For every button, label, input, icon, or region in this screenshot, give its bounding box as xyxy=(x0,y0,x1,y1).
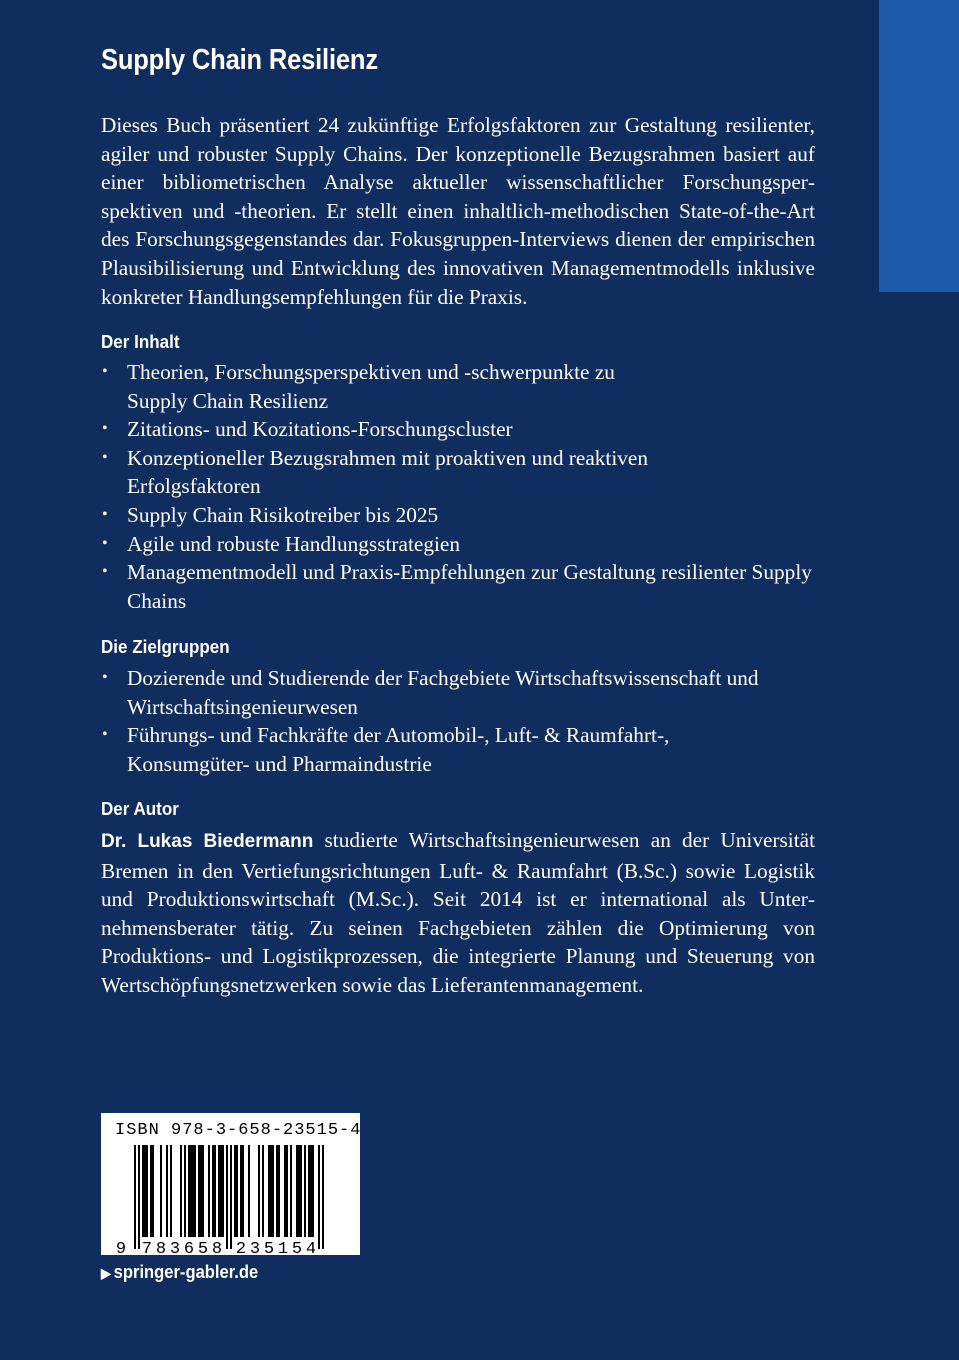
barcode-bar xyxy=(194,1145,196,1237)
barcode-bar xyxy=(308,1145,310,1237)
barcode-bar xyxy=(322,1145,324,1249)
barcode-bar xyxy=(218,1145,220,1237)
list-item-text: Supply Chain Risikotreiber bis 2025 xyxy=(127,502,439,527)
list-item-text: Theorien, Forschungsperspektiven und -schwerpunkte zu Supply Chain Resilienz xyxy=(127,360,615,413)
barcode-bar xyxy=(192,1145,194,1237)
barcode-bar xyxy=(270,1145,272,1237)
barcode-digit: 2 xyxy=(235,1240,247,1255)
isbn-label: ISBN 978-3-658-23515-4 xyxy=(115,1121,362,1140)
barcode-bar xyxy=(170,1145,172,1237)
content-heading: Der Inhalt xyxy=(101,331,180,352)
list-item xyxy=(101,444,821,501)
list-item xyxy=(101,501,821,530)
barcode-bar xyxy=(180,1145,182,1237)
publisher-url: springer-gabler.de xyxy=(113,1262,259,1282)
barcode-bar xyxy=(208,1145,210,1237)
barcode-bar xyxy=(188,1145,190,1237)
barcode-digit: 3 xyxy=(249,1240,261,1255)
barcode-bar xyxy=(290,1145,292,1237)
barcode-bar xyxy=(142,1145,144,1237)
barcode-bar xyxy=(234,1145,236,1237)
barcode-bar xyxy=(258,1145,260,1237)
list-item xyxy=(101,530,821,559)
list-item-text: Agile und robuste Handlungsstrategien xyxy=(127,531,460,556)
barcode-digit: 3 xyxy=(169,1240,181,1255)
barcode-bar xyxy=(296,1145,298,1237)
barcode-bar xyxy=(160,1145,162,1237)
right-triangle-icon: ▶ xyxy=(101,1265,111,1281)
author-bio xyxy=(101,826,815,1000)
barcode-bar xyxy=(226,1145,228,1249)
audience-list xyxy=(101,664,821,778)
list-item xyxy=(101,415,821,444)
intro-paragraph: Dieses Buch präsentiert 24 zukünftige Erfolgsfaktoren zur Gestaltung resilienter, agiler und robuster Supply Chains. Der konzeptionelle Bezugsrahmen basiert auf einer bibliometrischen Analyse aktueller wissenschaftlicher Forschungsperspektiven und -theorien. Er stellt einen inhaltlich-methodischen State-of-the-Art des Forschungsgegenstandes dar. Fokusgruppen-Interviews dienen der empirischen Plausibilisierung und Entwicklung des innovativen Managementmodells inklusive konkreter Handlungsempfehlungen für die Praxis. xyxy=(101,113,815,309)
barcode-bar xyxy=(236,1145,238,1237)
barcode-bar xyxy=(268,1145,270,1237)
barcode-bar xyxy=(214,1145,216,1237)
author-name: Dr. Lukas Biedermann xyxy=(101,831,314,852)
publisher-link[interactable] xyxy=(101,1262,258,1283)
list-item-text: Konzeptioneller Bezugsrahmen mit proaktiven und reaktiven Erfolgsfaktoren xyxy=(127,445,649,499)
author-bio-text: studierte Wirtschaftsingenieurwesen an der Universität Bremen in den Vertiefungsrichtungen Luft- & Raumfahrt (B.Sc.) sowie Logistik und Produktionswirtschaft (M.Sc.). Seit 2014 ist er international als Unternehmensberater tätig. Zu seinen Fachgebieten zählen die Optimierung von Produktions- und Logistikprozessen, die integrierte Planung und Steuerung von Wertschöpfungsnetzwerken sowie das Lieferantenmanagement. xyxy=(101,828,816,997)
barcode-bar xyxy=(144,1145,146,1237)
barcode-bar xyxy=(310,1145,312,1237)
barcode-bar xyxy=(150,1145,152,1237)
barcode-bar xyxy=(146,1145,148,1237)
barcode-bar xyxy=(278,1145,280,1237)
barcode-bar xyxy=(200,1145,202,1237)
barcode-digit: 9 xyxy=(115,1240,127,1255)
barcode-bar xyxy=(286,1145,288,1237)
barcode-graphic xyxy=(101,1145,360,1255)
barcode-bar xyxy=(276,1145,278,1237)
barcode-digit: 5 xyxy=(291,1240,303,1255)
barcode-bars xyxy=(134,1145,324,1249)
barcode-bar xyxy=(198,1145,200,1237)
barcode-bar xyxy=(300,1145,302,1237)
barcode-bar xyxy=(134,1145,136,1249)
accent-bar xyxy=(879,0,959,292)
barcode-bar xyxy=(312,1145,314,1237)
list-item xyxy=(101,664,821,721)
barcode-bar xyxy=(262,1145,264,1237)
barcode-digit: 8 xyxy=(155,1240,167,1255)
list-item xyxy=(101,558,821,615)
barcode-bar xyxy=(138,1145,140,1249)
content-list xyxy=(101,358,821,615)
barcode-digit: 4 xyxy=(305,1240,317,1255)
barcode-bar xyxy=(318,1145,320,1249)
barcode-bar xyxy=(242,1145,244,1237)
barcode-digit: 1 xyxy=(277,1240,289,1255)
barcode-bar xyxy=(184,1145,186,1237)
barcode-bar xyxy=(166,1145,168,1237)
barcode-bar xyxy=(220,1145,222,1237)
barcode-digit: 5 xyxy=(263,1240,275,1255)
barcode-bar xyxy=(304,1145,306,1237)
list-item-text: Managementmodell und Praxis-Empfehlungen zur Gestaltung resilienter Supply Chains xyxy=(127,560,812,613)
barcode-bar xyxy=(284,1145,286,1237)
list-item-text: Führungs- und Fachkräfte der Automobil-, Luft- & Raumfahrt-, Konsumgüter- und Pharmaindustrie xyxy=(127,723,670,776)
audience-heading: Die Zielgruppen xyxy=(101,636,230,657)
barcode-bar xyxy=(212,1145,214,1237)
list-item xyxy=(101,358,821,415)
list-item-text: Dozierende und Studierende der Fachgebiete Wirtschaftswissenschaft und Wirtschaftsingenieurwesen xyxy=(127,666,759,719)
barcode-digits xyxy=(116,1240,316,1255)
barcode-bar xyxy=(230,1145,232,1249)
barcode-digit: 6 xyxy=(183,1240,195,1255)
barcode-digit: 8 xyxy=(211,1240,223,1255)
barcode-bar xyxy=(272,1145,274,1237)
barcode-bar xyxy=(248,1145,250,1237)
barcode-digit: 7 xyxy=(141,1240,153,1255)
barcode-bar xyxy=(202,1145,204,1237)
list-item-text: Zitations- und Kozitations-Forschungscluster xyxy=(127,417,513,442)
barcode-digit: 5 xyxy=(197,1240,209,1255)
barcode-bar xyxy=(222,1145,224,1237)
barcode-bar xyxy=(190,1145,192,1237)
barcode-bar xyxy=(240,1145,242,1237)
author-heading: Der Autor xyxy=(101,798,179,819)
book-title: Supply Chain Resilienz xyxy=(101,44,378,76)
list-item xyxy=(101,721,821,778)
barcode-bar xyxy=(298,1145,300,1237)
isbn-barcode xyxy=(101,1113,360,1255)
barcode-bar xyxy=(152,1145,154,1237)
